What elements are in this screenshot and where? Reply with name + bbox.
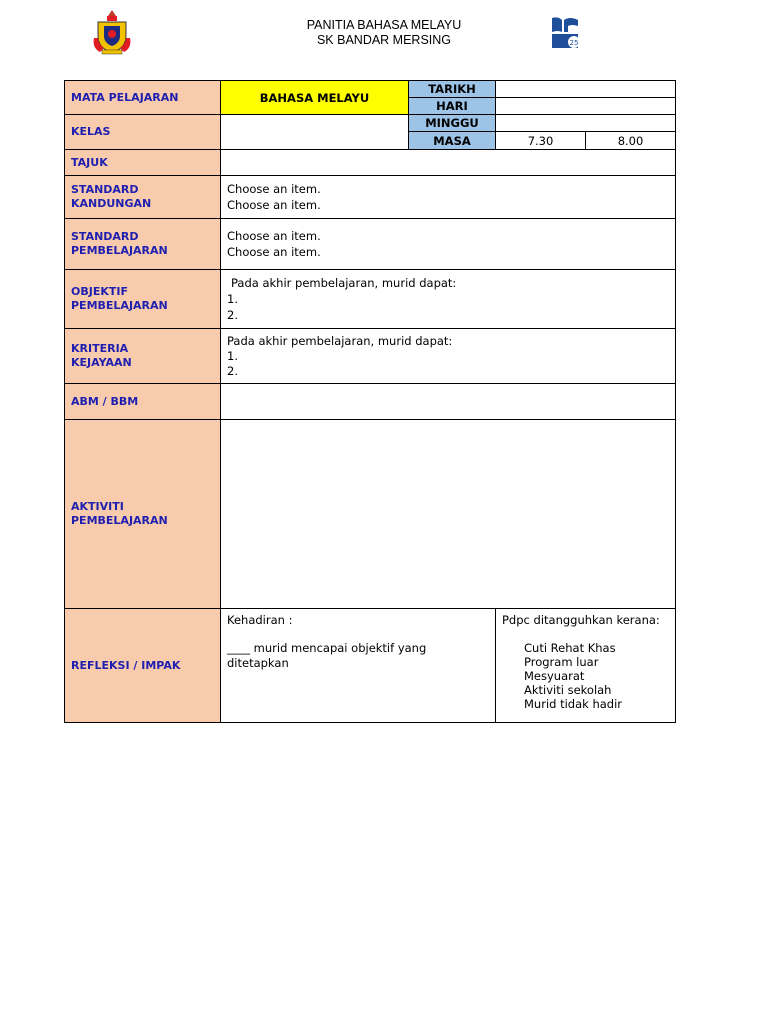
label-kelas: KELAS <box>65 115 221 150</box>
time-start[interactable]: 7.30 <box>496 132 586 150</box>
label-line: PEMBELAJARAN <box>71 514 168 527</box>
aktiviti-value[interactable] <box>221 420 676 609</box>
row-mata-pelajaran <box>65 81 676 98</box>
label-aktiviti <box>65 420 221 609</box>
lesson-plan-table <box>64 80 676 723</box>
label-standard-kandungan <box>65 176 221 219</box>
label-hari: HARI <box>409 98 496 115</box>
label-line: PEMBELAJARAN <box>71 244 168 257</box>
objektif-achieved-text: ____ murid mencapai objektif yang <box>227 641 427 655</box>
row-objektif <box>65 270 676 329</box>
label-kriteria <box>65 329 221 384</box>
kriteria-point-1: 1. <box>227 348 238 363</box>
row-kelas <box>65 115 676 132</box>
reason-item[interactable]: Cuti Rehat Khas <box>524 641 616 655</box>
row-tajuk <box>65 150 676 176</box>
label-line: KANDUNGAN <box>71 197 152 210</box>
standard-pembelajaran-value <box>221 219 676 270</box>
page-header <box>0 0 768 70</box>
kelas-value[interactable] <box>221 115 409 150</box>
document-title <box>0 18 768 48</box>
logo-number: 25 <box>569 39 579 47</box>
label-tajuk: TAJUK <box>65 150 221 176</box>
kriteria-value[interactable] <box>221 329 676 384</box>
label-tarikh: TARIKH <box>409 81 496 98</box>
reason-item[interactable]: Mesyuarat <box>524 669 585 683</box>
refleksi-impak-value[interactable] <box>221 609 496 723</box>
reason-item[interactable]: Murid tidak hadir <box>524 697 623 711</box>
row-standard-kandungan <box>65 176 676 219</box>
pdpc-postponed-title: Pdpc ditangguhkan kerana: <box>502 613 660 627</box>
sk-dropdown-1[interactable]: Choose an item. <box>227 182 321 196</box>
row-abm <box>65 384 676 420</box>
label-line: STANDARD <box>71 230 139 243</box>
objektif-point-2: 2. <box>227 308 238 322</box>
row-refleksi <box>65 609 676 723</box>
sp-dropdown-1[interactable]: Choose an item. <box>227 229 321 243</box>
objektif-point-1: 1. <box>227 292 238 306</box>
objektif-achieved-text-2: ditetapkan <box>227 656 289 670</box>
row-standard-pembelajaran <box>65 219 676 270</box>
label-line: OBJEKTIF <box>71 285 128 298</box>
tajuk-value[interactable] <box>221 150 676 176</box>
sp-dropdown-2[interactable]: Choose an item. <box>227 245 321 259</box>
objektif-value[interactable] <box>221 270 676 329</box>
kehadiran-text: Kehadiran : <box>227 613 293 627</box>
hari-value[interactable] <box>496 98 676 115</box>
row-aktiviti <box>65 420 676 609</box>
objektif-intro: Pada akhir pembelajaran, murid dapat: <box>231 276 457 290</box>
label-line: STANDARD <box>71 183 139 196</box>
reason-item[interactable]: Aktiviti sekolah <box>524 683 612 697</box>
time-end[interactable]: 8.00 <box>586 132 676 150</box>
label-abm: ABM / BBM <box>65 384 221 420</box>
reason-item[interactable]: Program luar <box>524 655 599 669</box>
label-masa: MASA <box>409 132 496 150</box>
label-mata-pelajaran: MATA PELAJARAN <box>65 81 221 115</box>
label-standard-pembelajaran <box>65 219 221 270</box>
label-objektif <box>65 270 221 329</box>
school-25-logo-icon <box>546 14 586 54</box>
pdpc-postponed-value[interactable] <box>496 609 676 723</box>
kriteria-point-2: 2. <box>227 363 238 378</box>
label-line: PEMBELAJARAN <box>71 299 168 312</box>
title-line-1: PANITIA BAHASA MELAYU <box>306 18 462 32</box>
label-line: KEJAYAAN <box>71 356 132 369</box>
title-line-2: SK BANDAR MERSING <box>316 33 452 47</box>
sk-dropdown-2[interactable]: Choose an item. <box>227 198 321 212</box>
kriteria-intro: Pada akhir pembelajaran, murid dapat: <box>227 333 453 348</box>
minggu-value[interactable] <box>496 115 676 132</box>
tarikh-value[interactable] <box>496 81 676 98</box>
label-minggu: MINGGU <box>409 115 496 132</box>
standard-kandungan-value <box>221 176 676 219</box>
label-line: AKTIVITI <box>71 500 124 513</box>
label-line: KRITERIA <box>71 342 129 355</box>
row-kriteria <box>65 329 676 384</box>
subject-value[interactable]: BAHASA MELAYU <box>221 81 409 115</box>
abm-value[interactable] <box>221 384 676 420</box>
label-refleksi: REFLEKSI / IMPAK <box>65 609 221 723</box>
